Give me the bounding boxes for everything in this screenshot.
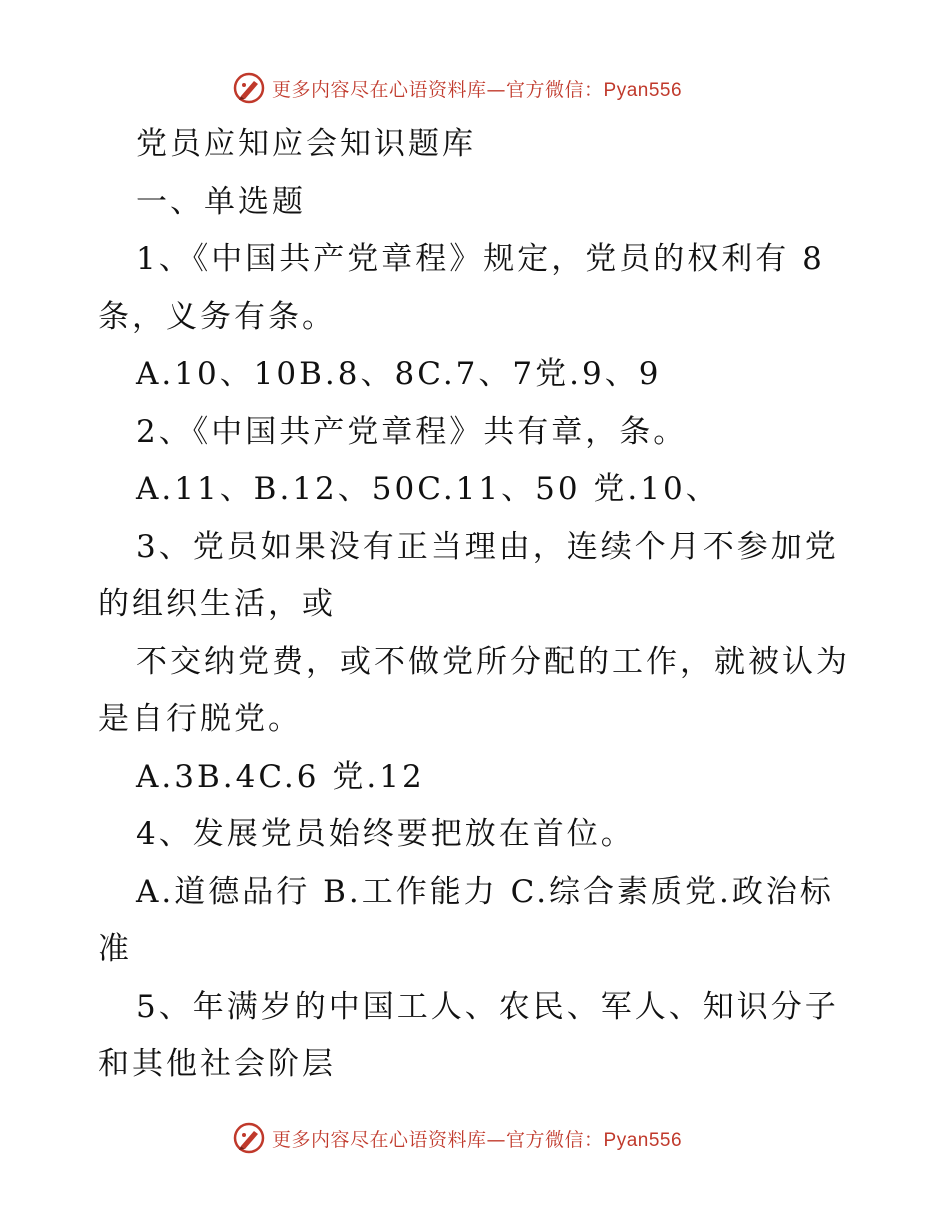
text-line: A.道德品行 B.工作能力 C.综合素质党.政治标 <box>136 873 834 910</box>
text-line: 不交纳党费，或不做党所分配的工作，就被认为 <box>136 643 850 680</box>
text-line: 党员应知应会知识题库 <box>136 126 476 162</box>
pen-logo-icon <box>232 1121 266 1155</box>
text-line: 是自行脱党。 <box>98 701 302 737</box>
text-line: A.10、10B.8、8C.7、7党.9、9 <box>136 356 662 392</box>
watermark-label: 更多内容尽在心语资料库—官方微信： <box>272 1128 604 1151</box>
text-line: A.11、B.12、50C.11、50 党.10、 <box>136 471 720 507</box>
header-watermark-banner <box>232 70 752 106</box>
text-line: 一、单选题 <box>136 183 306 220</box>
text-line: 准 <box>98 931 132 967</box>
text-line: 和其他社会阶层 <box>98 1046 336 1082</box>
watermark-brand: Pyan556 <box>603 79 683 101</box>
text-line: 4、发展党员始终要把放在首位。 <box>136 816 635 852</box>
watermark-label: 更多内容尽在心语资料库—官方微信： <box>272 78 604 101</box>
document-body <box>98 116 858 1094</box>
text-line: 2、《中国共产党章程》共有章，条。 <box>136 413 688 450</box>
watermark-brand: Pyan556 <box>603 1129 683 1151</box>
text-line: A.3B.4C.6 党.12 <box>136 758 425 795</box>
watermark-text <box>272 75 682 102</box>
text-line: 的组织生活，或 <box>98 586 336 622</box>
text-line: 1、《中国共产党章程》规定，党员的权利有 8 <box>136 241 825 277</box>
text-line: 条，义务有条。 <box>98 298 336 335</box>
pen-logo-icon <box>232 71 266 105</box>
text-line: 3、党员如果没有正当理由，连续个月不参加党 <box>136 528 839 565</box>
text-line: 5、年满岁的中国工人、农民、军人、知识分子 <box>136 988 839 1025</box>
watermark-text <box>272 1125 682 1152</box>
footer-watermark-banner <box>232 1120 752 1156</box>
